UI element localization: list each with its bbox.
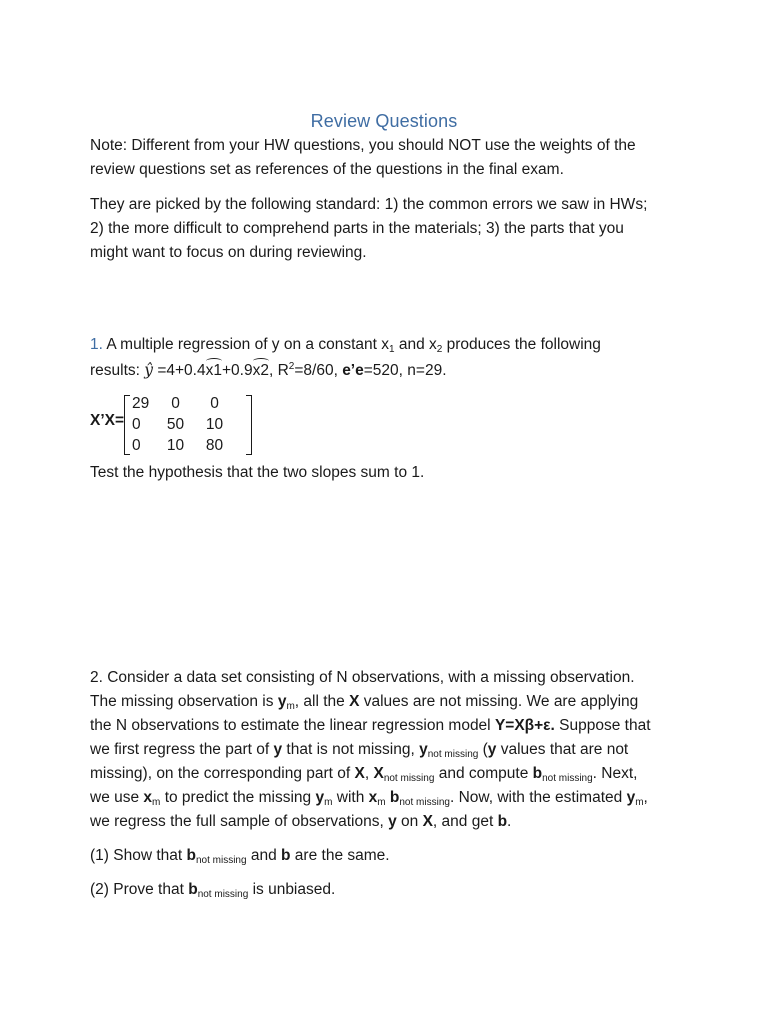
q2-text: are the same. — [290, 847, 390, 864]
q2-text: (2) Prove that — [90, 881, 189, 898]
y-symbol: y — [419, 741, 428, 758]
x-matrix-symbol: X — [354, 765, 365, 782]
q2-text: , all the — [294, 693, 350, 710]
equation-part: , R — [268, 362, 289, 379]
q2-text: Suppose that — [554, 717, 651, 734]
question-2 — [90, 666, 690, 834]
subscript: not missing — [427, 749, 479, 760]
matrix-cell: 0 — [210, 395, 219, 412]
subscript: m — [152, 797, 161, 808]
q2-text: 2. Consider a data set consisting of N observations, with a missing observation. — [90, 669, 635, 686]
matrix-cell: 10 — [205, 416, 224, 433]
superscript: 2 — [288, 361, 295, 372]
note-line: review questions set as references of the questions in the final exam. — [90, 161, 564, 178]
q1-text: A multiple regression of y on a constant x — [102, 336, 389, 353]
y-hat-symbol: ŷ — [144, 361, 154, 379]
matrix-cell: 0 — [171, 395, 180, 412]
page-title: Review Questions — [310, 111, 458, 131]
ee-term: e’e — [342, 362, 364, 379]
q2-text: missing), on the corresponding part of — [90, 765, 355, 782]
model-equation: Y=Xβ+ε. — [494, 717, 555, 734]
q2-text: The missing observation is — [90, 693, 278, 710]
y-symbol: y — [273, 741, 283, 758]
y-symbol: y — [277, 693, 287, 710]
matrix-label: X’X= — [90, 412, 125, 429]
right-bracket — [246, 395, 252, 455]
x2-variable: x2 — [253, 357, 269, 383]
results-label: results: — [90, 362, 145, 379]
subscript: m — [377, 797, 386, 808]
subscript: m — [324, 797, 333, 808]
subscript: not missing — [399, 797, 450, 808]
b-symbol: b — [389, 789, 400, 806]
criteria-line: might want to focus on during reviewing. — [90, 244, 367, 261]
note-line: Note: Different from your HW questions, you should NOT use the weights of the — [90, 137, 636, 154]
q2-text: and compute — [434, 765, 533, 782]
criteria-line: They are picked by the following standard: 1) the common errors we saw in HWs; — [90, 196, 648, 213]
q2-part-2 — [90, 878, 690, 902]
q1-text: produces the following — [442, 336, 601, 353]
matrix-cell: 0 — [132, 416, 141, 433]
q2-text: ( — [478, 741, 488, 758]
q2-text: the N observations to estimate the linear regression model — [90, 717, 495, 734]
b-symbol: b — [186, 847, 196, 864]
q2-text: that is not missing, — [282, 741, 420, 758]
q1-hypothesis: Test the hypothesis that the two slopes sum to 1. — [90, 464, 425, 481]
y-symbol: y — [315, 789, 325, 806]
equation-part: +0.9 — [221, 362, 253, 379]
x-symbol: x — [368, 789, 378, 806]
question-1 — [90, 333, 690, 383]
q2-text: . Now, with the estimated — [449, 789, 627, 806]
q2-text: values that are not — [496, 741, 629, 758]
equation-part: =520, n=29. — [363, 362, 447, 379]
q1-text: and x — [394, 336, 437, 353]
q2-text: and — [246, 847, 282, 864]
b-symbol: b — [281, 847, 291, 864]
selection-criteria-paragraph — [90, 193, 690, 265]
y-symbol: y — [388, 813, 397, 830]
q2-text: is unbiased. — [248, 881, 336, 898]
q2-text: . Next, — [592, 765, 638, 782]
left-bracket — [124, 395, 130, 455]
matrix-row — [132, 393, 250, 414]
subscript: 1 — [388, 344, 395, 355]
subscript: not missing — [383, 773, 435, 784]
matrix-grid — [132, 393, 250, 456]
y-symbol: y — [626, 789, 636, 806]
q2-text: we first regress the part of — [90, 741, 274, 758]
x1-variable: x1 — [206, 357, 222, 383]
q2-text: . — [507, 813, 512, 830]
matrix-body — [124, 393, 252, 453]
x-matrix-symbol: X — [349, 693, 360, 710]
q2-text: we regress the full sample of observations, — [90, 813, 389, 830]
subscript: m — [286, 701, 295, 712]
matrix-cell: 50 — [166, 416, 185, 433]
q2-part-1 — [90, 844, 690, 868]
q2-text: , and get — [432, 813, 498, 830]
q2-text: (1) Show that — [90, 847, 187, 864]
x-matrix-symbol: X — [373, 765, 384, 782]
q2-text: to predict the missing — [160, 789, 316, 806]
q2-text: , — [364, 765, 374, 782]
q2-text: on — [396, 813, 423, 830]
subscript: not missing — [195, 855, 247, 866]
x-symbol: x — [143, 789, 153, 806]
subscript: not missing — [542, 773, 593, 784]
matrix-row — [132, 435, 250, 456]
note-paragraph — [90, 134, 690, 182]
q2-text: with — [332, 789, 369, 806]
q2-text: , — [643, 789, 648, 806]
y-symbol: y — [487, 741, 497, 758]
x-matrix-symbol: X — [422, 813, 433, 830]
criteria-line: 2) the more difficult to comprehend parts in the materials; 3) the parts that you — [90, 220, 624, 237]
q2-text: we use — [90, 789, 144, 806]
matrix-cell: 0 — [132, 437, 141, 454]
b-symbol: b — [188, 881, 198, 898]
subscript: m — [635, 797, 644, 808]
equation-part: =8/60, — [294, 362, 343, 379]
b-symbol: b — [497, 813, 508, 830]
matrix-cell: 10 — [166, 437, 185, 454]
matrix-cell: 80 — [205, 437, 224, 454]
q2-text: values are not missing. We are applying — [359, 693, 639, 710]
matrix-cell: 29 — [132, 395, 150, 412]
equation-part: =4+0.4 — [153, 362, 206, 379]
matrix-row — [132, 414, 250, 435]
question-number: 1. — [90, 336, 103, 353]
b-symbol: b — [532, 765, 543, 782]
subscript: not missing — [197, 889, 249, 900]
subscript: 2 — [436, 344, 443, 355]
